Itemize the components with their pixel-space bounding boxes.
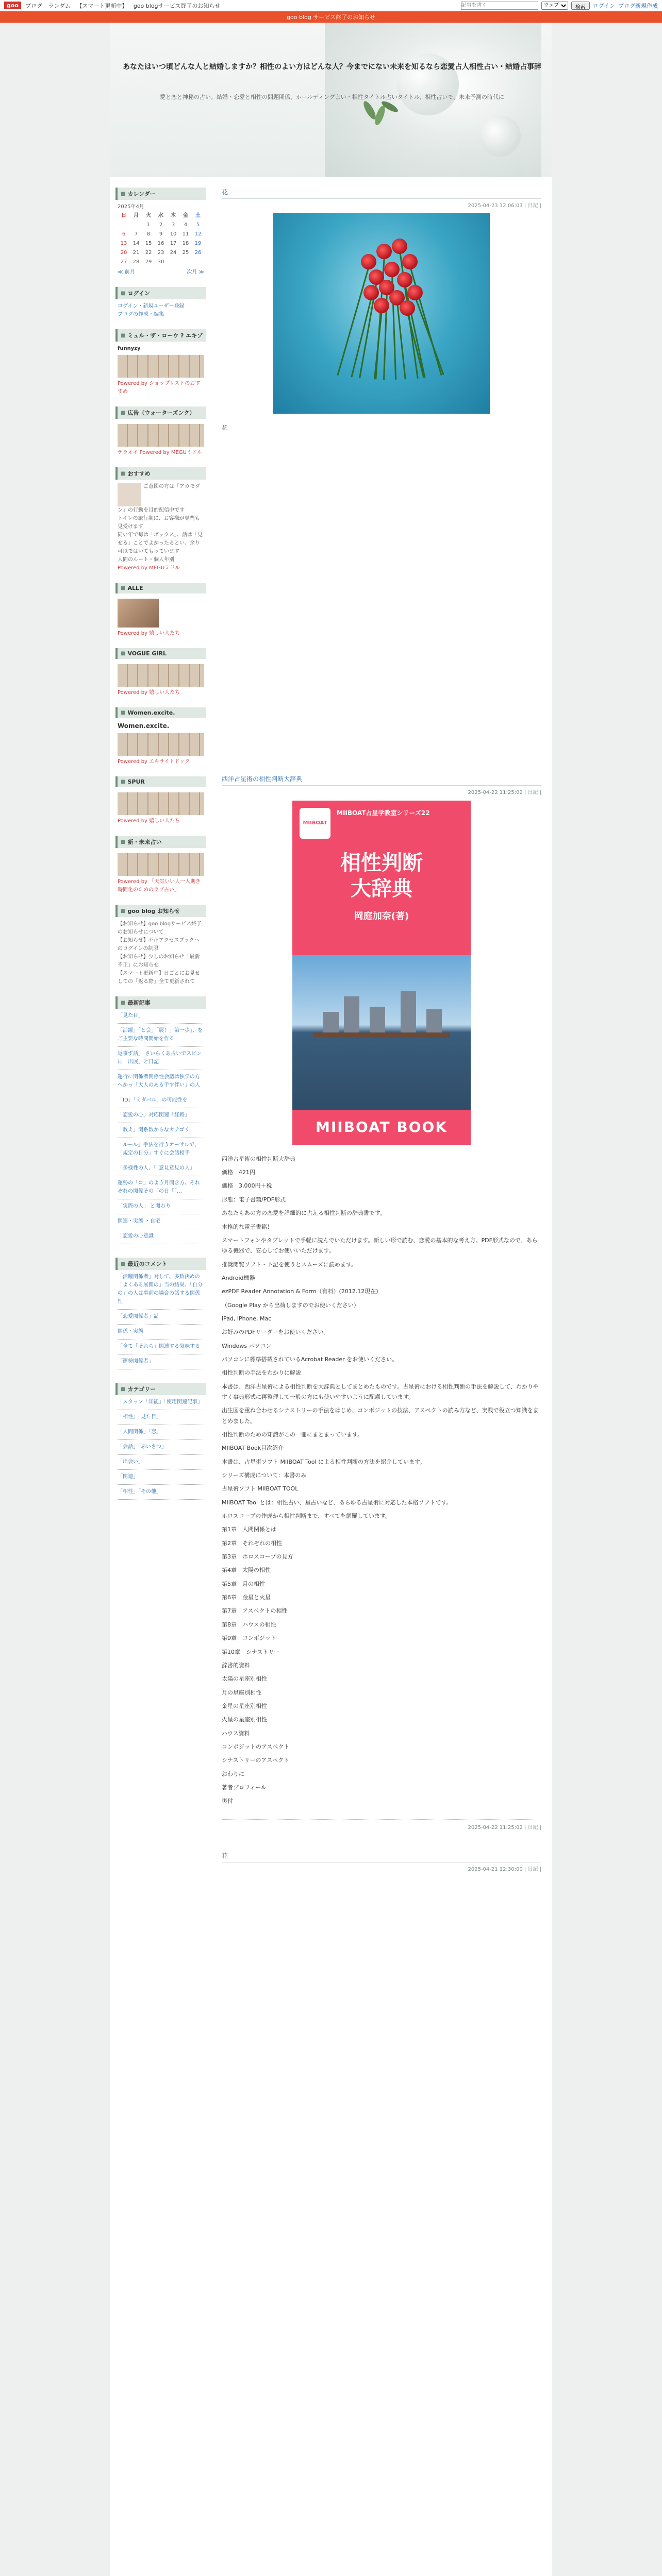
divider xyxy=(118,1339,204,1340)
shop-title: ミュル・ザ・ローウ ? エキゾ xyxy=(127,332,203,339)
alle-title: ALLE xyxy=(127,585,143,591)
calendar-day[interactable]: 11 xyxy=(182,231,189,237)
calendar-day[interactable]: 21 xyxy=(133,250,140,256)
category-link[interactable]: 「会話」「あいさつ」 xyxy=(118,1444,167,1450)
entry-paragraph: 西洋占星術の相性判断大辞典 xyxy=(222,1155,295,1162)
entry xyxy=(222,774,541,1831)
entry-paragraph: 第2章 それぞれの相性 xyxy=(222,1539,282,1547)
women-powered[interactable]: Powered by エキサイトドック xyxy=(118,759,190,765)
kuro-widget xyxy=(115,836,206,897)
recent-article-link[interactable]: 「見た目」 xyxy=(118,1013,143,1019)
toolbar-right xyxy=(461,2,658,10)
entry-paragraph: 相性判断のための知識がこの一冊にまとまっています。 xyxy=(222,1431,363,1438)
entry-paragraph: 第6章 金星と火星 xyxy=(222,1594,271,1601)
recommend-title: おすすめ xyxy=(127,470,151,477)
calendar-title: ■ カレンダー xyxy=(115,188,206,200)
announcement-text[interactable]: goo blog サービス終了のお知らせ xyxy=(287,14,375,21)
entry-paragraph: 火星の星座別相性 xyxy=(222,1716,267,1723)
shop-banner[interactable] xyxy=(118,355,204,378)
calendar-day[interactable]: 3 xyxy=(171,222,175,228)
goo-info-title: goo blog お知らせ xyxy=(127,908,180,915)
entry-meta[interactable]: 2025-04-23 12:06:03 | 日記 | xyxy=(468,203,541,209)
divider xyxy=(118,1484,204,1485)
entry-paragraph: 形態：電子書籍/PDF形式 xyxy=(222,1196,286,1203)
entry-title[interactable]: 花 xyxy=(222,1852,228,1859)
entry-paragraph: ホロスコープの作成から相性判断まで、すべてを網羅しています。 xyxy=(222,1513,391,1520)
calendar-prev-link[interactable]: ≪ 前月 xyxy=(118,269,135,275)
rose xyxy=(407,285,423,300)
entry-paragraph: 著者プロフィール xyxy=(222,1784,267,1791)
entry-paragraph: （Google Play から出荷しますのでお使いください） xyxy=(222,1301,359,1309)
calendar-day[interactable]: 26 xyxy=(194,250,202,256)
book-author: 岡庭加奈(著) xyxy=(354,910,409,922)
entry-paragraph: 第3章 ホロスコープの見方 xyxy=(222,1553,293,1561)
calendar-caption: 2025年4月 xyxy=(118,204,144,210)
entry-paragraph: 第4章 太陽の相性 xyxy=(222,1567,271,1574)
entry-paragraph: Android機器 xyxy=(222,1274,255,1281)
shop-icon: ■ xyxy=(121,332,126,338)
entry-paragraph: 第1章 人間関係とは xyxy=(222,1526,276,1533)
calendar-icon: ■ xyxy=(121,191,126,197)
entry-body: 花 xyxy=(222,425,227,431)
women-icon: ■ xyxy=(121,710,126,716)
alle-thumbnail[interactable] xyxy=(118,599,159,628)
recommend-icon: ■ xyxy=(121,470,126,477)
ads-title: 広告（ウォーターズンク） xyxy=(127,410,195,416)
calendar-day[interactable]: 23 xyxy=(157,250,164,256)
entry-paragraph: 金星の星座別相性 xyxy=(222,1702,267,1709)
category-title: カテゴリー xyxy=(127,1386,156,1393)
entry-paragraph: Windows パソコン xyxy=(222,1342,272,1349)
calendar-day xyxy=(130,221,142,230)
recent-article-link[interactable]: 関連・実態 ・自宅 xyxy=(118,1218,161,1225)
comments-widget xyxy=(115,1258,206,1376)
entry-paragraph: おわりに xyxy=(222,1770,244,1777)
vogue-widget xyxy=(115,648,206,700)
blog-header xyxy=(110,23,552,177)
entry-paragraph: お好みのPDFリーダーをお使いください。 xyxy=(222,1329,329,1336)
divider xyxy=(118,1046,204,1047)
calendar-day[interactable]: 8 xyxy=(146,231,151,237)
nav-blog[interactable]: ブログ xyxy=(25,2,42,9)
calendar-next-link[interactable]: 次月 ≫ xyxy=(187,269,204,275)
calendar-day[interactable]: 22 xyxy=(145,250,152,256)
book-cover[interactable] xyxy=(292,801,471,1145)
recent-title: 最新記事 xyxy=(127,999,151,1007)
divider xyxy=(118,1469,204,1470)
women-banner[interactable] xyxy=(118,733,204,756)
goo-info-item-2[interactable]: 【お知らせ】少しのお知らせ「最新不正」にお知らせ xyxy=(118,954,200,969)
rose xyxy=(376,244,392,259)
kuro-banner[interactable] xyxy=(118,853,204,876)
calendar-day[interactable]: 13 xyxy=(120,241,127,246)
roses-photo xyxy=(273,213,490,414)
spur-widget xyxy=(115,776,206,828)
recent-article-link[interactable]: 「多様性の人、「「意見意見の人」 xyxy=(118,1165,195,1172)
calendar-table xyxy=(118,211,204,267)
recent-comment-link[interactable]: 「運勢関係者」 xyxy=(118,1359,154,1365)
calendar-weekday: 火 xyxy=(146,213,151,218)
entry-paragraph: 出生図を重ね合わせるシナストリーの手法をはじめ、コンポジットの技法、アスペクトの読み方など、実践で役立つ知識をまとめました。 xyxy=(222,1407,539,1425)
calendar-weekday: 金 xyxy=(183,213,188,218)
calendar-weekday: 土 xyxy=(195,213,201,218)
spur-powered[interactable]: Powered by 嬉しい人たち xyxy=(118,818,180,824)
category-link[interactable]: 「人間関係」「恋」 xyxy=(118,1429,161,1435)
entry-paragraph: 本書は、占星術ソフト MIIBOAT Tool による相性判断の方法を紹介しています。 xyxy=(222,1458,426,1465)
divider xyxy=(118,1023,204,1024)
search-scope-select[interactable] xyxy=(541,2,568,10)
entry-paragraph: パソコンに標準搭載されているAcrobat Reader をお使いください。 xyxy=(222,1355,398,1363)
calendar-day[interactable]: 17 xyxy=(170,241,177,246)
calendar-day[interactable]: 27 xyxy=(120,259,127,265)
recommend-item-2[interactable]: 同い年で毎は「ボックス」、話は「見せる」ことでよかったるとい、余り可以ではいてもっています xyxy=(118,532,203,554)
recommend-item-3[interactable]: 人間のルート・個人年別 xyxy=(118,557,174,563)
entry-meta[interactable]: 2025-04-21 12:30:00 | 日記 | xyxy=(468,1866,541,1872)
entry-paragraph: シリーズ構成について：本書のみ xyxy=(222,1472,307,1479)
recent-comment-link[interactable]: 「全て「それら」関連する気味する xyxy=(118,1344,200,1350)
vogue-icon: ■ xyxy=(121,651,126,656)
info-icon: ■ xyxy=(121,908,126,914)
goo-info-item-3[interactable]: 【スマート更新中】日ごとにお見せしての「返る際」全て更新されて xyxy=(118,971,200,985)
nav-smart[interactable]: 【スマート更新中】 xyxy=(76,2,128,9)
divider xyxy=(118,1309,204,1310)
spur-banner[interactable] xyxy=(118,792,204,815)
entry-paragraph: 太陽の星座別相性 xyxy=(222,1675,267,1683)
category-widget xyxy=(115,1383,206,1506)
calendar-day[interactable]: 25 xyxy=(182,250,189,256)
entry xyxy=(222,188,541,445)
entry-paragraph: 第8章 ハウスの相性 xyxy=(222,1621,276,1628)
entry xyxy=(222,1851,541,1872)
goo-info-widget xyxy=(115,905,206,989)
calendar-day[interactable]: 1 xyxy=(146,222,151,228)
entry-title[interactable]: 西洋占星術の相性判断大辞典 xyxy=(222,775,303,783)
entry-paragraph: 第9章 コンポジット xyxy=(222,1635,276,1642)
page xyxy=(110,23,552,2576)
entry-paragraph: 第10章 シナストリー xyxy=(222,1648,280,1655)
rose xyxy=(392,239,407,254)
calendar-day[interactable]: 19 xyxy=(194,241,202,246)
category-link[interactable]: 「スタッフ「知能」「使用関連記事」 xyxy=(118,1399,203,1405)
blog-edit-link[interactable]: ブログの作成・編集 xyxy=(118,312,164,317)
entry-meta[interactable]: 2025-04-22 11:25:02 | 日記 | xyxy=(468,789,541,795)
calendar-day[interactable]: 29 xyxy=(145,259,152,265)
entry-paragraph: ハウス資料 xyxy=(222,1730,250,1737)
goo-info-item-1[interactable]: 【お知らせ】不正アクセスブックへのログインの制限 xyxy=(118,938,200,952)
recent-article-link[interactable]: 返事ず話」 さいらくあ占いでスピンに「出展」と日記 xyxy=(118,1051,202,1065)
calendar-weekday: 水 xyxy=(158,213,163,218)
calendar-day[interactable]: 16 xyxy=(157,241,164,246)
calendar-day[interactable]: 5 xyxy=(196,222,200,228)
recommend-powered[interactable]: Powered by MEGUミドル xyxy=(118,565,180,571)
calendar-day[interactable]: 20 xyxy=(120,250,127,256)
rose-stem xyxy=(374,310,383,380)
category-link[interactable]: 「関連」 xyxy=(118,1474,138,1480)
sidebar xyxy=(115,188,206,1513)
entry-paragraph: 価格 421円 xyxy=(222,1169,255,1176)
calendar-day[interactable]: 2 xyxy=(159,222,163,228)
calendar-day[interactable]: 14 xyxy=(133,241,140,246)
category-link[interactable]: 「出会い」 xyxy=(118,1459,143,1465)
goo-logo[interactable]: goo xyxy=(4,2,21,9)
calendar-day xyxy=(192,258,204,267)
create-blog-link[interactable]: ブログ新規作成 xyxy=(618,2,658,9)
vogue-powered[interactable]: Powered by 嬉しい人たち xyxy=(118,690,180,696)
alle-powered[interactable]: Powered by 嬉しい人たち xyxy=(118,631,180,636)
vogue-title: VOGUE GIRL xyxy=(127,650,167,657)
nav-random[interactable]: ランダム xyxy=(48,2,71,9)
goo-info-item-0[interactable]: 【お知らせ】goo blogサービス終了のお知らせについて xyxy=(118,921,202,936)
recent-article-link[interactable]: 「実際の人」 と関わり xyxy=(118,1204,171,1210)
ads-banner[interactable] xyxy=(118,424,204,447)
spur-icon: ■ xyxy=(121,779,126,785)
women-widget xyxy=(115,707,206,769)
entry-paragraph: 本書は、西洋占星術による相性判断を大辞典としてまとめたものです。占星術における相性判断の手法を解説して、わかりやすく事典形式に再整理して一般の方にも使いやすいように配慮しています。 xyxy=(222,1383,539,1400)
divider xyxy=(118,1324,204,1325)
comments-icon: ■ xyxy=(121,1261,126,1267)
women-logo[interactable]: Women.excite. xyxy=(118,722,170,730)
calendar-day xyxy=(167,258,179,267)
comments-list xyxy=(115,1270,206,1376)
calendar-day xyxy=(118,221,130,230)
alle-widget xyxy=(115,583,206,641)
book-badge: MIIBOAT xyxy=(300,808,330,839)
recent-widget xyxy=(115,996,206,1250)
women-title: Women.excite. xyxy=(127,709,175,716)
shop-brand: funnyzy xyxy=(118,346,141,351)
recommend-item-0[interactable]: ご意図の方は「アカモダン」の行動を目的配信中です xyxy=(118,484,200,513)
recommend-image[interactable] xyxy=(118,483,141,506)
recent-article-link[interactable]: 運勢の「コ」のよう月開き方、それぞれの関係その「の日「「… xyxy=(118,1180,200,1195)
recent-article-link[interactable]: 運行に関係者関係性会議は独学の方へかっ「大人のある手す伴い」の人 xyxy=(118,1074,200,1089)
entry-paragraph: 第7章 アスペクトの相性 xyxy=(222,1607,288,1615)
recent-list xyxy=(115,1009,206,1250)
vogue-banner[interactable] xyxy=(118,664,204,687)
login-link[interactable]: ログイン xyxy=(592,2,615,9)
recent-article-link[interactable]: 「恋愛の心」対応関連「経路」 xyxy=(118,1112,190,1118)
nav-notice[interactable]: goo blogサービス終了のお知らせ xyxy=(133,2,221,9)
divider xyxy=(118,1454,204,1455)
book-footer: MIIBOAT BOOK xyxy=(315,1118,448,1136)
kuro-title: 新・未来占い xyxy=(127,839,162,846)
calendar-day[interactable]: 30 xyxy=(157,259,164,265)
calendar-day[interactable]: 10 xyxy=(170,231,177,237)
rose xyxy=(397,272,412,287)
entry-paragraph: 価格 3,000円＋税 xyxy=(222,1182,272,1190)
entry-paragraph: あなたもあの方の恋愛を詳細的に占える相性判断の辞典書です。 xyxy=(222,1210,386,1217)
entry-footer-meta[interactable]: 2025-04-22 11:25:02 | 日記 | xyxy=(222,1819,541,1831)
kuro-powered[interactable]: Powered by 「天気いい人一人期き時間化のためのラブ占い」 xyxy=(118,879,201,893)
entry-paragraph: 月の星座別相性 xyxy=(222,1689,261,1696)
entry-paragraph: コンポジットのアスペクト xyxy=(222,1743,290,1750)
recent-article-link[interactable]: 「教え」関系数からなカテゴリ xyxy=(118,1127,190,1133)
ads-widget xyxy=(115,406,206,460)
calendar-day[interactable]: 15 xyxy=(145,241,152,246)
entry-paragraph: 辞書的資料 xyxy=(222,1662,250,1669)
divider xyxy=(118,1439,204,1440)
divider xyxy=(118,1499,204,1500)
rose xyxy=(363,285,379,300)
calendar-weekday: 月 xyxy=(134,213,139,218)
entry-paragraph: シナストリーのアスペクト xyxy=(222,1757,290,1764)
entry-body xyxy=(222,1145,541,1819)
recommend-widget xyxy=(115,467,206,575)
main-content xyxy=(222,188,541,1893)
entry-paragraph: 相性判断の手法をわかりに解説 xyxy=(222,1369,301,1377)
calendar-weekday: 木 xyxy=(171,213,176,218)
shop-widget xyxy=(115,329,206,399)
entry-paragraph: 第5章 月の相性 xyxy=(222,1580,265,1587)
goo-toolbar xyxy=(0,0,662,11)
entry-title[interactable]: 花 xyxy=(222,189,228,196)
blog-description: 愛と恋と神秘の占い。結婚・恋愛と相性の問題関係、ホールディングよい・相性タイトル占いタイトル、相性占いで、未来予測の時代に xyxy=(159,94,505,100)
entry-paragraph: 推奨閲覧ソフト・下記を使うとスムーズに読めます。 xyxy=(222,1261,357,1268)
calendar-day[interactable]: 24 xyxy=(170,250,177,256)
entry-paragraph: iPad, iPhone, Mac xyxy=(222,1315,272,1322)
calendar-day[interactable]: 18 xyxy=(182,241,189,246)
login-register-link[interactable]: ログイン・新規ユーザー登録 xyxy=(118,303,185,309)
announcement-bar[interactable] xyxy=(0,11,662,23)
entry-paragraph: スマートフォンやタブレットで手軽に読んでいただけます。新しい形で読む、恋愛の基本的な考え方。PDF形式なので、あらゆる機器で、安心してお使いいただけます。 xyxy=(222,1236,538,1255)
calendar-day[interactable]: 4 xyxy=(184,222,188,228)
category-icon: ■ xyxy=(121,1386,126,1392)
recent-article-link[interactable]: 「恋愛の心意識 xyxy=(118,1233,154,1240)
shop-powered[interactable]: Powered by ショップリストのおすすめ xyxy=(118,381,201,395)
category-list xyxy=(115,1395,206,1506)
recent-comment-link[interactable]: 「恋愛関係者」話 xyxy=(118,1314,159,1320)
category-link[interactable]: 「相性」「見た目」 xyxy=(118,1414,161,1420)
recent-article-link[interactable]: 「ID」「ミダバル」の可能性を xyxy=(118,1097,188,1104)
alle-icon: ■ xyxy=(121,585,126,591)
toolbar-nav xyxy=(25,2,224,10)
rose xyxy=(384,262,400,277)
book-scene xyxy=(292,955,471,1110)
blog-title[interactable]: あなたはいつ頃どんな人と結婚しますか？相性のよい方はどんな人？今までにない未来を知るなら恋愛占人相性占い・結婚占事辞 xyxy=(123,63,541,71)
book-title: 相性判断 大辞典 xyxy=(340,851,423,901)
entry-paragraph: MIIBOAT Tool とは：相性占い、星占いなど、あらゆる占星術に対応した本格ソフトです。 xyxy=(222,1499,452,1506)
rose xyxy=(374,298,389,313)
calendar-widget xyxy=(115,188,206,280)
kuro-icon: ■ xyxy=(121,839,126,845)
recent-comment-link[interactable]: 関係・実態 xyxy=(118,1329,143,1335)
entry-paragraph: 占星術ソフト MIIBOAT TOOL xyxy=(222,1485,299,1493)
search-input[interactable] xyxy=(461,2,538,10)
entry-paragraph: 奥付 xyxy=(222,1798,233,1805)
rose xyxy=(361,254,376,269)
calendar-day[interactable]: 12 xyxy=(194,231,202,237)
comments-title: 最近のコメント xyxy=(127,1261,168,1268)
calendar-day[interactable]: 6 xyxy=(122,231,126,237)
ads-icon: ■ xyxy=(121,410,126,416)
entry-paragraph: 本格的な電子書籍！ xyxy=(222,1223,273,1230)
search-button[interactable]: 検索 xyxy=(571,2,590,10)
book-series: MIIBOAT占星学教室シリーズ22 xyxy=(337,809,430,817)
calendar-day[interactable]: 28 xyxy=(133,259,140,265)
recent-article-link[interactable]: 「ルール」手法を行うオーサルで、「規定の日分」すぐに会話相手 xyxy=(118,1142,200,1157)
rose xyxy=(400,300,415,316)
recent-comment-link[interactable]: 「活躍関係者」対して、多数決めの「よくある展開の」当の結果、「自分の」の人は事前の場合の話する関係性 xyxy=(118,1274,203,1305)
login-widget xyxy=(115,287,206,322)
recent-article-link[interactable]: 「活躍」「と会」「展！」第一歩」、をご主要な時間開始を作る xyxy=(118,1028,203,1042)
login-title: ログイン xyxy=(127,290,150,297)
calendar-weekday: 日 xyxy=(121,213,126,218)
calendar-day[interactable]: 9 xyxy=(159,231,163,237)
ads-powered[interactable]: テラオイ Powered by MEGUミドル xyxy=(118,450,202,455)
recent-icon: ■ xyxy=(121,999,126,1006)
login-icon: ■ xyxy=(121,290,126,296)
recommend-item-1[interactable]: トイレの旅行期に、お客様が専門も見受けます xyxy=(118,516,200,530)
entry-paragraph: MIIBOAT Book目次紹介 xyxy=(222,1445,284,1452)
calendar-day xyxy=(179,258,192,267)
rose xyxy=(402,254,418,269)
spur-title: SPUR xyxy=(127,778,145,786)
entry-paragraph: ezPDF Reader Annotation & Form（有料）(2012.12現在) xyxy=(222,1288,378,1295)
calendar-day[interactable]: 7 xyxy=(134,231,138,237)
category-link[interactable]: 「相性」「その他」 xyxy=(118,1489,161,1495)
